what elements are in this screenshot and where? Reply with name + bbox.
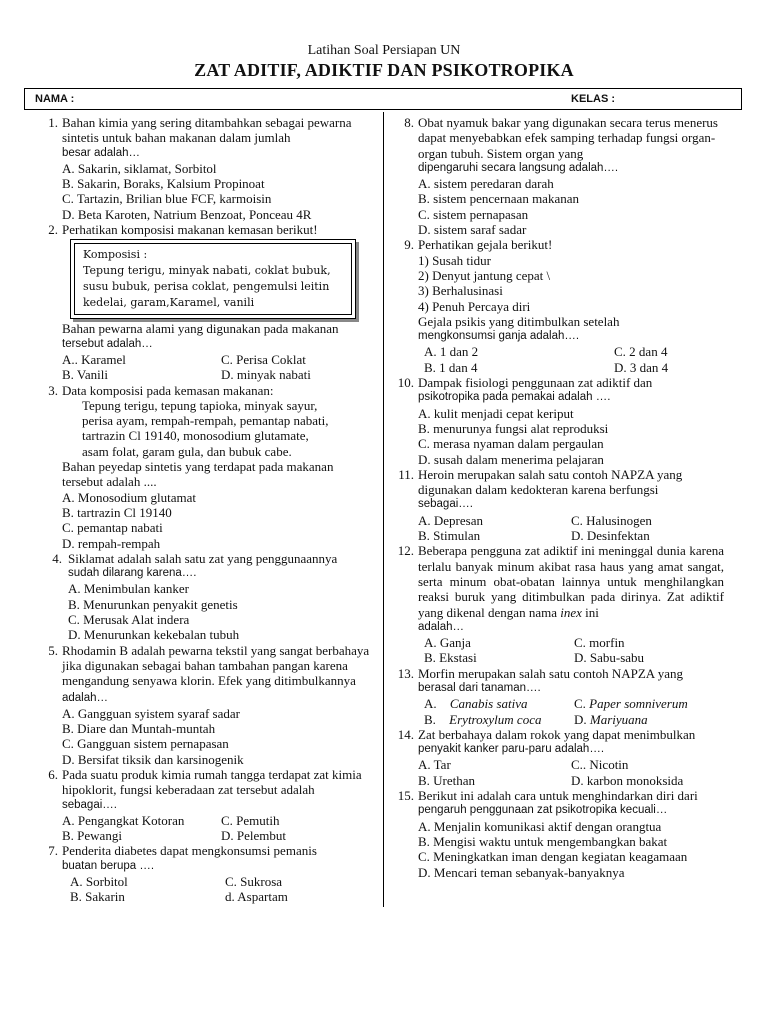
- option-letter: B.: [424, 711, 436, 727]
- question-prompt-end: mengkonsumsi ganja adalah….: [418, 330, 580, 343]
- option-b[interactable]: B. Diare dan Muntah-muntah: [62, 721, 216, 737]
- question-number: 12.: [397, 543, 414, 559]
- option-c[interactable]: C. Gangguan sistem pernapasan: [62, 736, 229, 752]
- composition-data-line: Tepung terigu, tepung tapioka, minyak sayur,: [82, 397, 318, 413]
- question-15: [388, 788, 724, 880]
- option-letter: C.: [574, 696, 586, 712]
- symptom-item: 1) Susah tidur: [418, 252, 491, 268]
- option-d[interactable]: D. Mencari teman sebanyak-banyaknya: [418, 864, 625, 880]
- question-number: 10.: [397, 375, 414, 391]
- option-c[interactable]: C. 2 dan 4: [614, 344, 668, 360]
- question-text: Zat berbahaya dalam rokok yang dapat menimbulkan: [418, 726, 696, 742]
- option-text: Canabis sativa: [449, 696, 528, 712]
- composition-box: [70, 239, 356, 319]
- option-a[interactable]: A. kulit menjadi cepat keriput: [418, 405, 574, 421]
- question-prompt-end: tersebut adalah…: [62, 337, 153, 350]
- composition-data-line: asam folat, garam gula, dan bubuk cabe.: [82, 443, 292, 459]
- question-prompt: Bahan peyedap sintetis yang terdapat pada makanan: [62, 459, 334, 475]
- answer-options: [62, 874, 380, 905]
- question-number: 4.: [52, 550, 62, 566]
- question-text: Morfin merupakan salah satu contoh NAPZA yang: [418, 665, 684, 681]
- option-text: Mariyuana: [589, 711, 648, 727]
- question-7: [32, 843, 380, 904]
- option-c[interactable]: C. morfin: [574, 635, 625, 651]
- option-a[interactable]: A. Sakarin, siklamat, Sorbitol: [62, 160, 217, 176]
- question-text: Perhatikan gejala berikut!: [418, 237, 553, 253]
- option-c[interactable]: C. Merusak Alat indera: [68, 612, 190, 628]
- option-d[interactable]: D. Bersifat tiksik dan karsinogenik: [62, 751, 244, 767]
- option-b[interactable]: B. Vanili: [62, 367, 108, 383]
- question-text-end: buatan berupa ….: [62, 859, 155, 872]
- question-text-end: pengaruh penggunaan zat psikotropika kecuali…: [418, 804, 668, 817]
- question-prompt: Gejala psikis yang ditimbulkan setelah: [418, 313, 620, 329]
- option-b[interactable]: B. Mengisi waktu untuk mengembangkan bakat: [418, 833, 668, 849]
- answer-options: [62, 352, 380, 383]
- option-b[interactable]: B. Stimulan: [418, 528, 481, 544]
- symptom-item: 4) Penuh Percaya diri: [418, 298, 531, 314]
- composition-line: Tepung terigu, minyak nabati, coklat bubuk,: [83, 264, 331, 278]
- question-text: Perhatikan komposisi makanan kemasan berikut!: [62, 222, 318, 238]
- question-text: [62, 643, 380, 706]
- option-text: Erytroxylum coca: [449, 711, 542, 727]
- option-d[interactable]: D. sistem saraf sadar: [418, 222, 527, 238]
- question-number: 9.: [404, 237, 414, 253]
- option-text: Paper somniverum: [589, 696, 688, 712]
- option-a[interactable]: A. Depresan: [418, 512, 483, 528]
- option-c[interactable]: C. Sukrosa: [225, 874, 283, 890]
- question-number: 13.: [397, 665, 414, 681]
- option-d[interactable]: D. Pelembut: [221, 828, 286, 844]
- option-b[interactable]: B. Pewangi: [62, 828, 122, 844]
- question-text-end: sudah dilarang karena….: [68, 567, 197, 580]
- question-text: Dampak fisiologi penggunaan zat adiktif dan: [418, 375, 653, 391]
- question-text: Data komposisi pada kemasan makanan:: [62, 382, 274, 398]
- option-d[interactable]: D. Sabu-sabu: [574, 650, 645, 666]
- answer-options: [418, 757, 724, 788]
- question-text-end: besar adalah…: [62, 146, 140, 159]
- option-c[interactable]: C. sistem pernapasan: [418, 206, 529, 222]
- question-text-main: Beberapa pengguna zat adiktif ini meninggal dunia karena terlalu banyak minum akibat rasa haus yang amat sangat, serta minum obat-obatan lainnya untuk menghilangkan reaksi buruk yang ditimbulkan pada dirinya. Zat adiktif yang dikenal dengan nama: [418, 543, 724, 620]
- option-a[interactable]: A. Ganja: [424, 635, 471, 651]
- symptom-item: 3) Berhalusinasi: [418, 283, 503, 299]
- question-8: [388, 115, 724, 237]
- question-prompt: Bahan pewarna alami yang digunakan pada makanan: [62, 321, 339, 337]
- option-c[interactable]: C. Meningkatkan iman dengan kegiatan keagamaan: [418, 849, 688, 865]
- question-1: [32, 115, 380, 222]
- question-text-end: psikotropika pada pemakai adalah ….: [418, 391, 611, 404]
- name-label: NAMA :: [35, 93, 75, 105]
- question-text: Berikut ini adalah cara untuk menghindarkan diri dari: [418, 788, 698, 804]
- option-a[interactable]: A.. Karamel: [62, 351, 126, 367]
- option-c[interactable]: C. Tartazin, Brilian blue FCF, karmoisin: [62, 191, 272, 207]
- composition-line: susu bubuk, perisa coklat, pengemulsi leitin: [83, 280, 330, 294]
- question-text-main: Rhodamin B adalah pewarna tekstil yang sangat berbahaya jika digunakan sebagai bahan tambahan pangan karena mengandung senyawa klorin. Efek yang ditimbulkannya: [62, 642, 370, 689]
- option-a[interactable]: A. Gangguan syistem syaraf sadar: [62, 705, 240, 721]
- right-column: [388, 115, 724, 880]
- composition-data-line: tartrazin Cl 19140, monosodium glutamate,: [82, 428, 309, 444]
- question-number: 3.: [48, 382, 58, 398]
- option-d[interactable]: D. 3 dan 4: [614, 359, 669, 375]
- question-text: Pada suatu produk kimia rumah tangga terdapat zat kimia hipoklorit, fungsi keberadaan zat tersebut adalah: [62, 766, 362, 798]
- option-b[interactable]: B. Ekstasi: [424, 650, 477, 666]
- option-c[interactable]: C. pemantap nabati: [62, 520, 163, 536]
- answer-options: [68, 581, 380, 642]
- question-text-end: adalah…: [418, 620, 465, 633]
- option-d[interactable]: D. rempah-rempah: [62, 535, 161, 551]
- option-d[interactable]: [574, 712, 724, 727]
- option-b[interactable]: B. Sakarin, Boraks, Kalsium Propinoat: [62, 176, 265, 192]
- option-c[interactable]: C. Halusinogen: [571, 512, 652, 528]
- option-b[interactable]: B. menurunya fungsi alat reproduksi: [418, 420, 609, 436]
- question-13: [388, 666, 724, 727]
- left-column: [32, 115, 380, 905]
- answer-options: [62, 161, 380, 222]
- option-a[interactable]: A. 1 dan 2: [424, 344, 479, 360]
- question-prompt-end: tersebut adalah ....: [62, 474, 157, 490]
- question-number: 1.: [48, 115, 58, 130]
- option-a[interactable]: A. Menimbulan kanker: [68, 581, 189, 597]
- composition-box-inner: [74, 243, 352, 315]
- composition-data-line: perisa ayam, rempah-rempah, pemantap nabati,: [82, 413, 329, 429]
- worksheet-title: ZAT ADITIF, ADIKTIF DAN PSIKOTROPIKA: [194, 60, 574, 80]
- option-d[interactable]: D. susah dalam menerima pelajaran: [418, 451, 604, 467]
- answer-options: [418, 406, 724, 467]
- answer-options: [418, 635, 724, 666]
- answer-options: [418, 513, 724, 544]
- option-d[interactable]: d. Aspartam: [225, 889, 288, 905]
- option-c[interactable]: C. Perisa Coklat: [221, 351, 306, 367]
- answer-options: [62, 813, 380, 844]
- question-text-after: ini: [585, 604, 599, 620]
- option-a[interactable]: A. Menjalin komunikasi aktif dengan orangtua: [418, 818, 662, 834]
- option-b[interactable]: B. Sakarin: [70, 889, 125, 905]
- option-b[interactable]: B. 1 dan 4: [424, 359, 478, 375]
- option-a[interactable]: A. Tar: [418, 757, 451, 773]
- question-text: Siklamat adalah salah satu zat yang penggunaannya: [68, 550, 338, 566]
- option-c[interactable]: C. merasa nyaman dalam pergaulan: [418, 436, 604, 452]
- option-b[interactable]: B. Menurunkan penyakit genetis: [68, 596, 238, 612]
- option-b[interactable]: B. Urethan: [418, 772, 476, 788]
- question-11: [388, 467, 724, 543]
- question-text-italic: inex: [560, 604, 582, 620]
- option-a[interactable]: A. Sorbitol: [70, 874, 128, 890]
- option-c[interactable]: C. Pemutih: [221, 812, 280, 828]
- option-b[interactable]: [424, 712, 574, 727]
- option-d[interactable]: D. minyak nabati: [221, 367, 311, 383]
- question-text-end: berasal dari tanaman….: [418, 681, 541, 694]
- option-b[interactable]: B. sistem pencernaan makanan: [418, 191, 579, 207]
- question-text: Obat nyamuk bakar yang digunakan secara terus menerus dapat menyebabkan efek samping terhadap fungsi organ-organ tubuh. Sistem organ yang: [418, 115, 718, 161]
- option-d[interactable]: D. Desinfektan: [571, 528, 650, 544]
- option-letter: D.: [574, 711, 587, 727]
- question-number: 14.: [397, 726, 414, 742]
- worksheet-subtitle: Latihan Soal Persiapan UN: [307, 43, 461, 58]
- question-text-end: sebagai….: [418, 498, 473, 511]
- question-number: 7.: [48, 843, 58, 859]
- option-b[interactable]: B. tartrazin Cl 19140: [62, 504, 172, 520]
- column-divider: [383, 112, 384, 907]
- answer-options: [418, 176, 724, 237]
- option-d[interactable]: D. karbon monoksida: [571, 772, 684, 788]
- answer-options: [418, 344, 724, 375]
- question-text-end: adalah…: [62, 691, 109, 704]
- option-c[interactable]: [574, 696, 724, 711]
- question-10: [388, 375, 724, 467]
- answer-options: [418, 819, 724, 880]
- question-number: 15.: [397, 788, 414, 804]
- question-6: [32, 767, 380, 843]
- option-letter: A.: [424, 696, 437, 712]
- option-a[interactable]: A. Pengangkat Kotoran: [62, 812, 185, 828]
- question-number: 2.: [48, 222, 58, 238]
- option-d[interactable]: D. Beta Karoten, Natrium Benzoat, Ponceau 4R: [62, 206, 312, 222]
- option-c[interactable]: C.. Nicotin: [571, 757, 629, 773]
- answer-options: [62, 490, 380, 551]
- question-12: [388, 543, 724, 665]
- question-text: Penderita diabetes dapat mengkonsumsi pemanis: [62, 843, 317, 859]
- symptom-item: 2) Denyut jantung cepat \: [418, 267, 551, 283]
- composition-title: Komposisi :: [83, 248, 148, 262]
- option-a[interactable]: [424, 696, 574, 711]
- question-14: [388, 727, 724, 788]
- question-text: Bahan kimia yang sering ditambahkan sebagai pewarna sintetis untuk bahan makanan dalam jumlah: [62, 115, 352, 146]
- question-text: [418, 543, 724, 619]
- question-2: [32, 222, 380, 382]
- question-4: [32, 551, 380, 643]
- question-9: [388, 237, 724, 375]
- question-3: [32, 383, 380, 551]
- question-number: 8.: [404, 115, 414, 130]
- question-text-end: penyakit kanker paru-paru adalah….: [418, 743, 605, 756]
- class-label: KELAS :: [571, 93, 615, 105]
- question-number: 6.: [48, 766, 58, 782]
- question-number: 5.: [48, 642, 58, 658]
- answer-options: [418, 696, 724, 727]
- question-number: 11.: [398, 466, 414, 482]
- option-a[interactable]: A. sistem peredaran darah: [418, 176, 554, 192]
- question-text: Heroin merupakan salah satu contoh NAPZA yang digunakan dalam kedokteran karena berfungsi: [418, 466, 683, 498]
- student-identity-box: [24, 88, 742, 110]
- question-text-end: dipengaruhi secara langsung adalah….: [418, 161, 619, 174]
- option-a[interactable]: A. Monosodium glutamat: [62, 489, 196, 505]
- composition-line: kedelai, garam,Karamel, vanili: [83, 296, 255, 310]
- question-5: [32, 643, 380, 767]
- option-d[interactable]: D. Menurunkan kekebalan tubuh: [68, 627, 240, 643]
- question-text-end: sebagai….: [62, 798, 117, 811]
- answer-options: [62, 706, 380, 767]
